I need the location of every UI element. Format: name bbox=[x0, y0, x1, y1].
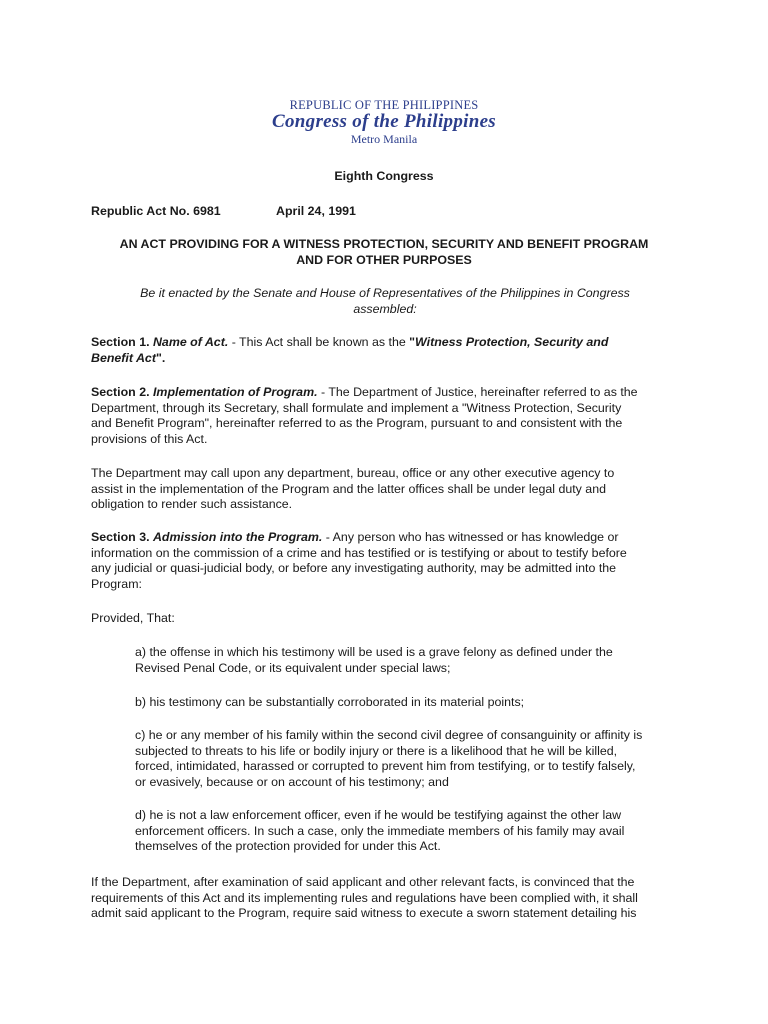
section-heading: Name of Act. bbox=[152, 335, 229, 349]
list-item-line: b) his testimony can be substantially corroborated in its material points; bbox=[135, 695, 525, 709]
list-item-line: d) he is not a law enforcement officer, even if he would be testifying against the other law bbox=[135, 808, 622, 822]
list-item-line: subjected to threats to his life or bodily injury or there is a likelihood that he will be killed, bbox=[135, 743, 618, 758]
letterhead-congress: Congress of the Philippines bbox=[272, 111, 496, 132]
section-line: requirements of this Act and its implementing rules and regulations have been complied with, it shall bbox=[91, 890, 638, 905]
section-line: Department, through its Secretary, shall formulate and implement a "Witness Protection, Security bbox=[91, 400, 622, 415]
quote-close: ". bbox=[155, 350, 166, 365]
list-item-c bbox=[135, 728, 680, 790]
enacting-clause-line: assembled: bbox=[353, 301, 417, 316]
section-line: and Benefit Program", hereinafter referred to as the Program, pursuant to and consistent with the bbox=[91, 416, 623, 430]
section-1 bbox=[91, 335, 681, 366]
section-text: - The Department of Justice, hereinafter referred to as the bbox=[317, 385, 638, 399]
section-3-closing-paragraph bbox=[91, 875, 683, 922]
section-heading: Admission into the Program. bbox=[152, 530, 323, 544]
section-line: Program: bbox=[91, 576, 142, 591]
act-number: Republic Act No. 6981 bbox=[91, 204, 221, 218]
section-2-paragraph-2 bbox=[91, 466, 681, 513]
enacting-clause bbox=[115, 286, 655, 317]
section-label: Section 1. bbox=[91, 335, 150, 349]
section-heading: Implementation of Program. bbox=[152, 385, 318, 399]
enacting-clause-line: Be it enacted by the Senate and House of Representatives of the Philippines in Congress bbox=[140, 286, 630, 300]
section-line: The Department may call upon any department, bureau, office or any other executive agency to bbox=[91, 466, 615, 480]
list-item-d bbox=[135, 808, 680, 855]
section-line: information on the commission of a crime and has testified or is testifying or about to testify before bbox=[91, 545, 627, 560]
section-2 bbox=[91, 385, 681, 447]
list-item-b bbox=[135, 695, 680, 711]
congress-session: Eighth Congress bbox=[334, 169, 434, 183]
section-line: obligation to render such assistance. bbox=[91, 497, 293, 511]
section-line: If the Department, after examination of said applicant and other relevant facts, is convinced that the bbox=[91, 875, 635, 889]
act-date: April 24, 1991 bbox=[276, 204, 356, 218]
section-line: admit said applicant to the Program, require said witness to execute a sworn statement detailing his bbox=[91, 906, 637, 920]
act-title bbox=[92, 237, 676, 268]
act-short-name: Witness Protection, Security and bbox=[415, 335, 609, 349]
section-text: - This Act shall be known as the bbox=[228, 335, 410, 349]
list-item-a bbox=[135, 645, 680, 676]
section-label: Section 3. bbox=[91, 530, 150, 544]
section-text: - Any person who has witnessed or has knowledge or bbox=[322, 530, 619, 544]
section-label: Section 2. bbox=[91, 385, 150, 399]
list-item-line: or evasively, because or on account of his testimony; and bbox=[135, 774, 449, 789]
act-short-name-cont: Benefit Act bbox=[91, 350, 156, 365]
section-line: assist in the implementation of the Program and the latter offices shall be under legal duty and bbox=[91, 481, 606, 496]
list-item-line: themselves of the protection provided for under this Act. bbox=[135, 839, 441, 853]
act-title-line: AND FOR OTHER PURPOSES bbox=[296, 252, 472, 267]
section-3 bbox=[91, 530, 681, 592]
section-line: provisions of this Act. bbox=[91, 431, 208, 446]
list-item-line: forced, intimidated, harassed or corrupted to prevent him from testifying, or to testify falsely, bbox=[135, 759, 636, 773]
list-item-line: c) he or any member of his family within the second civil degree of consanguinity or affinity is bbox=[135, 728, 643, 742]
letterhead-republic: REPUBLIC OF THE PHILIPPINES bbox=[289, 98, 479, 112]
provided-clause: Provided, That: bbox=[91, 611, 175, 625]
list-item-line: a) the offense in which his testimony will be used is a grave felony as defined under the bbox=[135, 645, 613, 659]
act-title-line: AN ACT PROVIDING FOR A WITNESS PROTECTION, SECURITY AND BENEFIT PROGRAM bbox=[119, 237, 649, 251]
letterhead-city: Metro Manila bbox=[350, 132, 418, 146]
list-item-line: enforcement officers. In such a case, only the immediate members of his family may avail bbox=[135, 823, 625, 838]
quote-open: " bbox=[409, 335, 416, 349]
section-line: any judicial or quasi-judicial body, or before any investigating authority, may be admitted into the bbox=[91, 561, 617, 575]
list-item-line: Revised Penal Code, or its equivalent under special laws; bbox=[135, 660, 451, 675]
